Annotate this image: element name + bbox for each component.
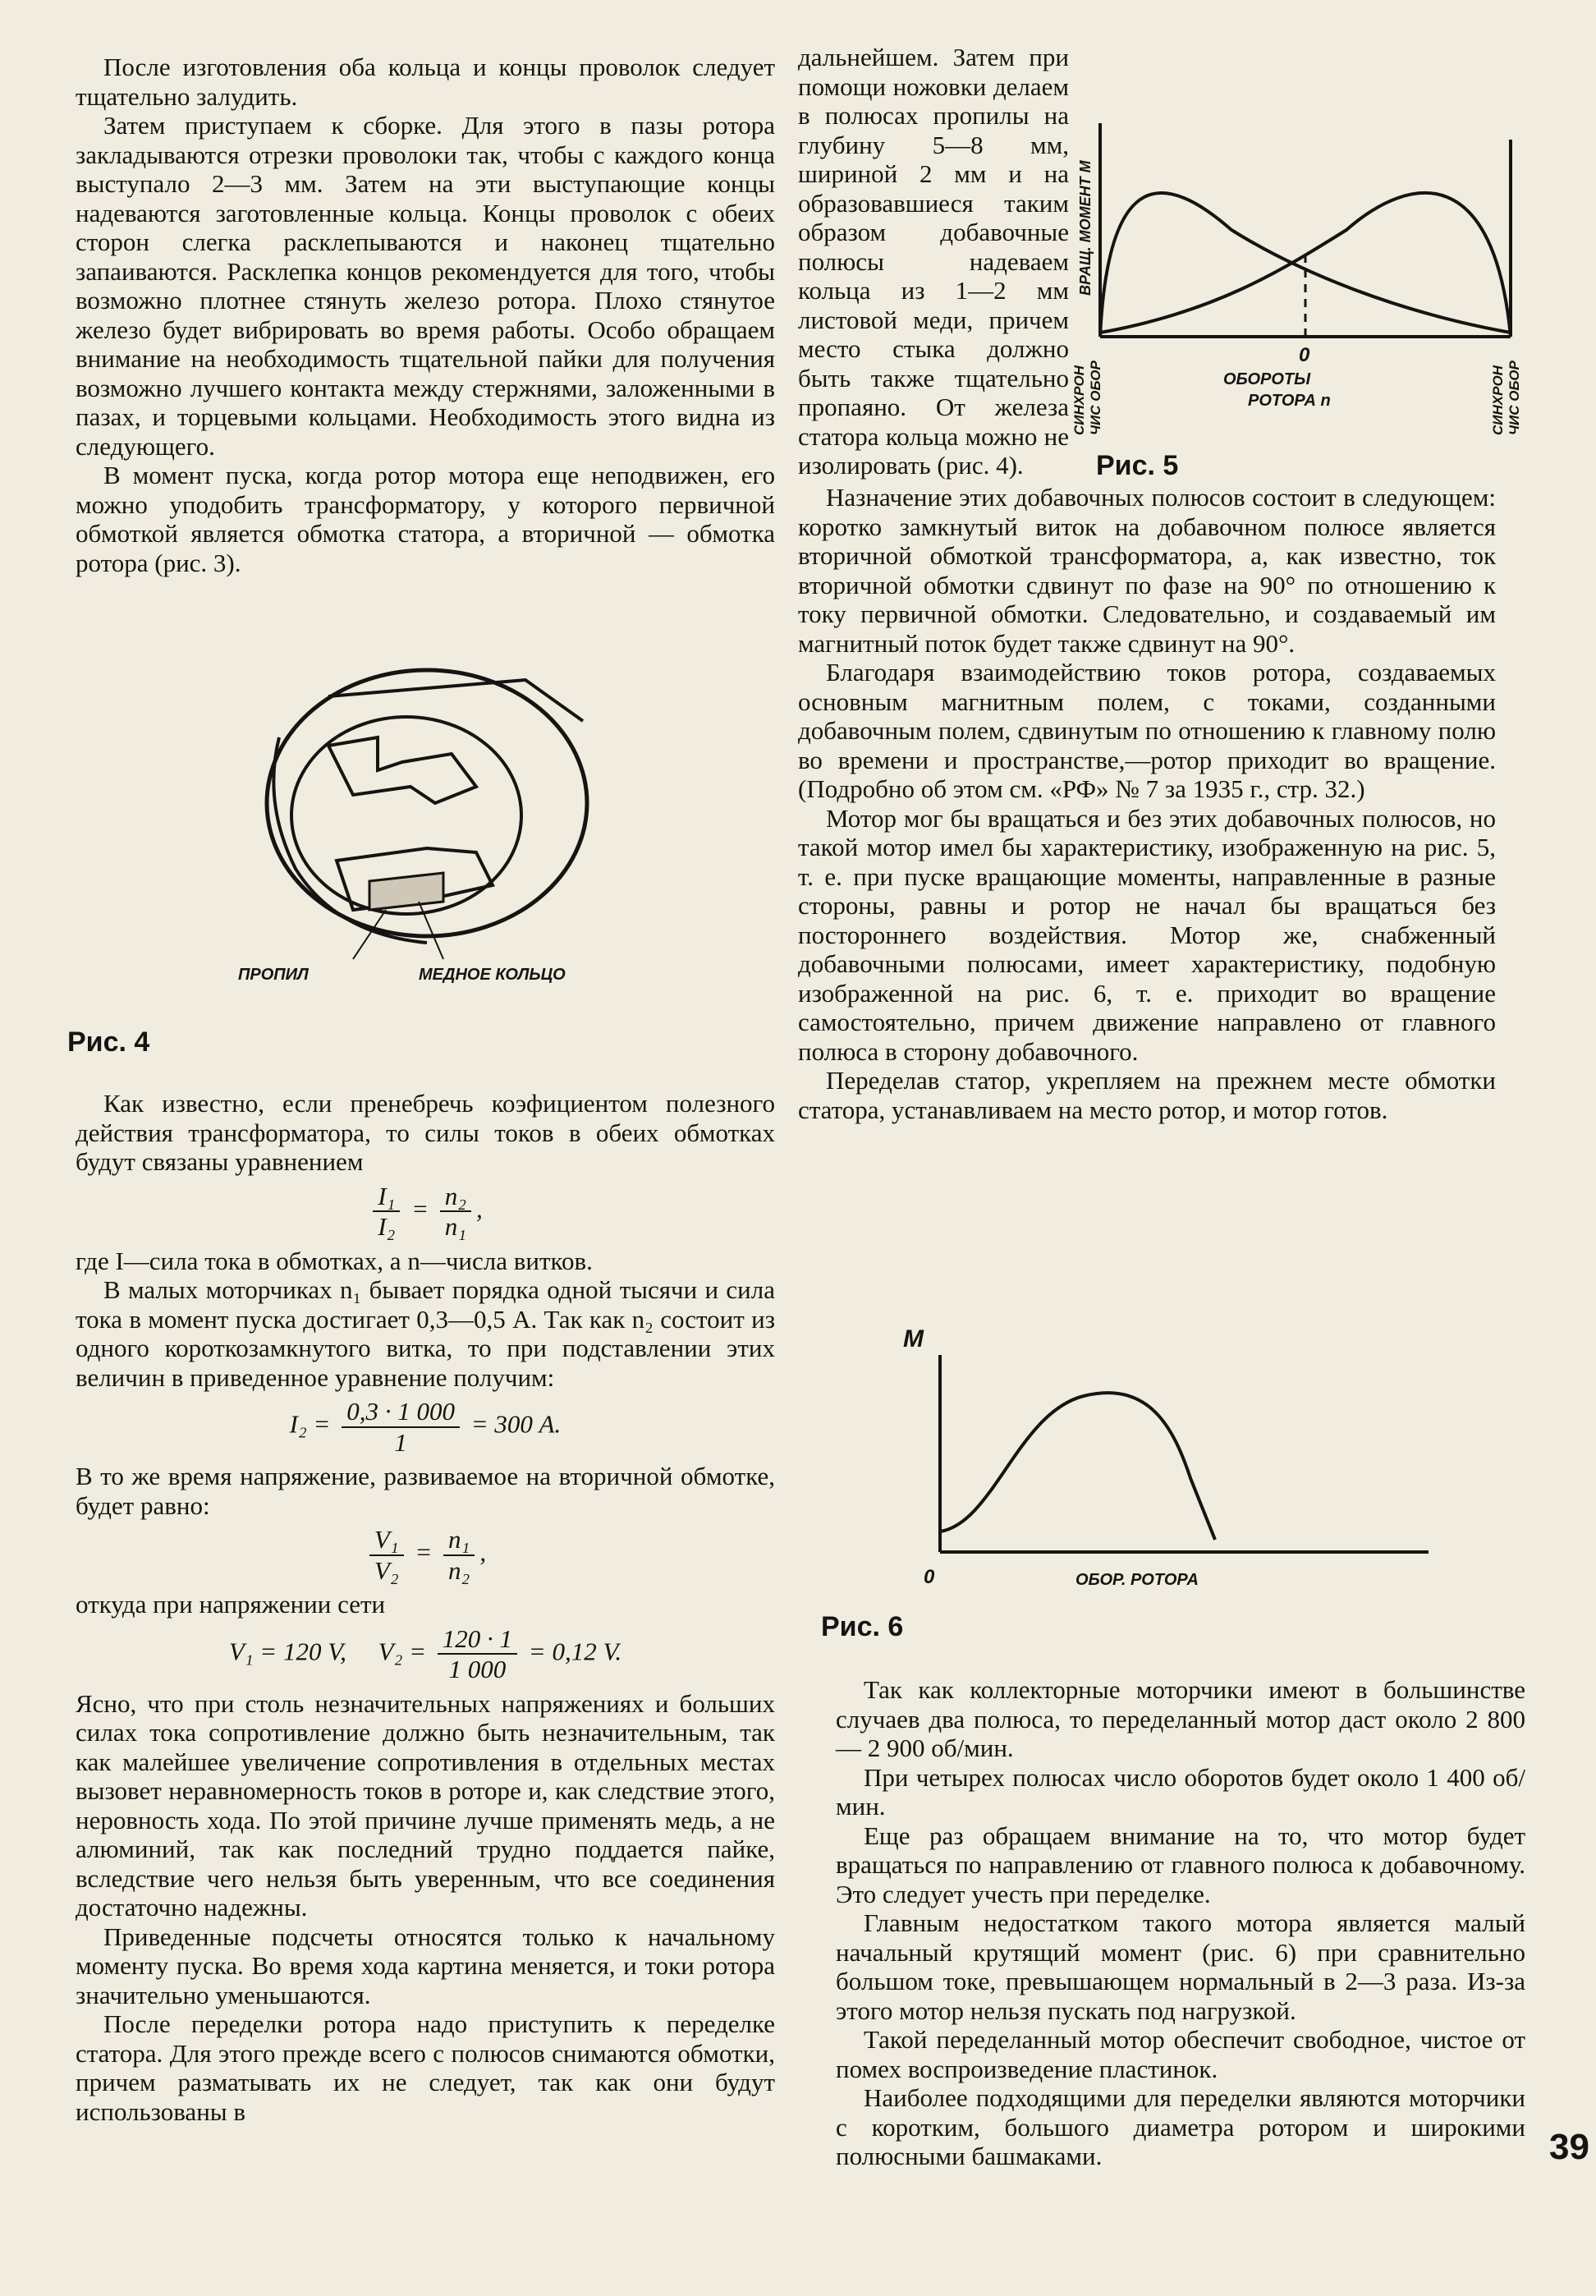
formula-term: 1 [394, 1427, 407, 1457]
formula-voltage-value [76, 1624, 775, 1684]
formula-term: V₁ [369, 1525, 404, 1556]
fig4-label-copper-ring: МЕДНОЕ КОЛЬЦО [419, 966, 566, 984]
formula-term: V₂ = [378, 1637, 427, 1666]
right-column-middle [798, 483, 1496, 1124]
paragraph-text: дальнейшем. Затем при помощи ножовки делаем в полюсах пропилы на глубину 5—8 мм, шириной 2 мм и на образовавшиеся таким образом добавочные полюсы надеваем кольца из 1—2 мм листовой меди, причем место стыка должно быть также тщательно пропаяно. От железа статора кольца можно не изолировать (рис. 4). [798, 43, 1069, 480]
formula-term: n₁ [444, 1212, 467, 1241]
formula-term: = 0,12 V. [528, 1637, 622, 1666]
paragraph: Такой переделанный мотор обеспечит свободное, чистое от помех воспроизведение пластинок. [836, 2025, 1525, 2083]
formula-term: V₂ [374, 1555, 399, 1585]
paragraph: В момент пуска, когда ротор мотора еще неподвижен, его можно уподобить трансформатору, у которого первичной обмоткой является обмотка статора, а вторичной — обмотка ротора (рис. 3). [76, 461, 775, 577]
paragraph: В то же время напряжение, развиваемое на вторичной обмотке, будет равно: [76, 1462, 775, 1520]
fig5-ylabel: ВРАЩ. МОМЕНТ М [1077, 160, 1094, 296]
paragraph: Наиболее подходящими для переделки являются моторчики с коротким, большого диаметра ротором и широкими полюсными башмаками. [836, 2083, 1525, 2170]
figure-5-torque-chart [1067, 115, 1543, 443]
paragraph: После изготовления оба кольца и концы проволок следует тщательно залудить. [76, 53, 775, 111]
figure-4-stator-drawing [230, 664, 624, 992]
formula-term: n₂ [448, 1555, 470, 1585]
paragraph: При четырех полюсах число оборотов будет около 1 400 об/мин. [836, 1762, 1525, 1821]
fig5-left-label-2: ЧИС ОБОР [1088, 360, 1103, 435]
formula-term: = 300 А. [470, 1409, 562, 1439]
formula-term: I₂ [378, 1212, 396, 1241]
fig5-zero: 0 [1299, 344, 1310, 366]
formula-term: I₂ = [289, 1409, 331, 1439]
paragraph: Ясно, что при столь незначительных напряжениях и больших силах тока сопротивление должно быть незначительным, так как малейшее увеличение сопротивления в отдельных местах вызовет неравномерность токов в роторе и, как следствие этого, неровность хода. По этой причине лучше применять медь, а не алюминий, так как последний трудно поддается пайке, вследствие чего нельзя быть уверенным, что все соединения достаточно надежны. [76, 1688, 775, 1922]
paragraph: Назначение этих добавочных полюсов состоит в следующем: коротко замкнутый виток на добавочном полюсе является вторичной обмоткой трансформатора, а, как известно, ток вторичной обмотки сдвинут по фазе на 90° по отношению к току первичной обмотки. Следовательно, и создаваемый им магнитный поток будет также сдвинут на 90°. [798, 483, 1496, 658]
paragraph: После переделки ротора надо приступить к переделке статора. Для этого прежде всего с полюсов снимаются обмотки, причем разматывать их не следует, так как они будут использованы в [76, 2009, 775, 2126]
paragraph: Приведенные подсчеты относятся только к начальному моменту пуска. Во время хода картина меняется, и токи ротора значительно уменьшаются. [76, 1922, 775, 2009]
figure-6-caption: Рис. 6 [821, 1611, 904, 1642]
fig4-label-saw-cut: ПРОПИЛ [238, 966, 309, 984]
paragraph: Главным недостатком такого мотора является малый начальный крутящий момент (рис. 6) при сравнительно большом токе, превышающем нормальный в 2—3 раза. Из-за этого мотор нельзя пускать под нагрузкой. [836, 1908, 1525, 2025]
page-number: 39 [1549, 2127, 1589, 2167]
paragraph: откуда при напряжении сети [76, 1590, 386, 1619]
formula-term: 120 · 1 [438, 1624, 517, 1655]
formula-term: n₁ [443, 1525, 475, 1556]
fig5-right-label-1: СИНХРОН [1490, 365, 1506, 435]
left-column [76, 53, 775, 577]
figure-6-torque-chart [903, 1314, 1445, 1593]
figure-4-caption: Рис. 4 [67, 1026, 150, 1058]
formula-term: 1 000 [448, 1655, 507, 1683]
formula-voltage-ratio: $\frac{\text{V₁}}{\text{V₂}}$ = $\frac{\text{n₁}}{\text{n₂}}$ , [76, 1525, 775, 1585]
formula-current-ratio: $\frac{\text{I₁}}{\text{I₂}}$ = $\frac{\text{n₂}}{\text{n₁}}$ , [76, 1182, 775, 1242]
right-column-bottom [836, 1675, 1525, 2171]
fig5-right-label-2: ЧИС ОБОР [1507, 360, 1522, 435]
formula-term: n₂ [440, 1182, 471, 1213]
paragraph: Благодаря взаимодействию токов ротора, создаваемых основным магнитным полем, с токами, созданными добавочным полем, сдвинутым по отношению к главному полю во времени и пространстве,—ротор приходит во вращение. (Подробно об этом см. «РФ» № 7 за 1935 г., стр. 32.) [798, 658, 1496, 803]
formula-term: V₁ = 120 V, [228, 1637, 346, 1666]
fig6-torque-curve [940, 1393, 1215, 1540]
formula-current-value [76, 1397, 775, 1457]
paragraph: Мотор мог бы вращаться и без этих добавочных полюсов, но такой мотор имел бы характеристику, изображенную на рис. 5, т. е. при пуске вращающие моменты, направленные в разные стороны, равны и ротор не начал бы вращаться без постороннего воздействия. Мотор же, снабженный добавочными полюсами, имеет характеристику, подобную изображенной на рис. 6, т. е. приходит во вращение самостоятельно, причем движение направлено от главного полюса в сторону добавочного. [798, 803, 1496, 1066]
fig5-left-label-1: СИНХРОН [1071, 365, 1087, 435]
left-column-lower [76, 1089, 775, 2126]
fig6-zero: 0 [924, 1566, 935, 1588]
paragraph: Затем приступаем к сборке. Для этого в пазы ротора закладываются отрезки проволоки так, чтобы с каждого конца выступало 2—3 мм. Затем на эти выступающие концы надеваются заготовленные кольца. Концы проволок с обеих сторон слегка расклепываются и наконец тщательно запаиваются. Расклепка концов рекомендуется для того, чтобы возможно плотнее стянуть железо ротора. Плохо стянутое железо будет вибрировать во время работы. Особо обращаем внимание на необходимость тщательной пайки для получения возможно лучшего контакта между стержнями, заложенными в пазах, и торцевыми кольцами. Необходимость этого видна из следующего. [76, 111, 775, 461]
formula-term: 0,3 · 1 000 [342, 1397, 460, 1428]
figure-5-caption: Рис. 5 [1096, 450, 1179, 481]
fig5-xlabel-2: РОТОРА n [1248, 392, 1331, 410]
fig6-ylabel: M [903, 1325, 924, 1352]
paragraph: где I—сила тока в обмотках, а n—числа витков. [76, 1246, 593, 1275]
paragraph: Еще раз обращаем внимание на то, что мотор будет вращаться по направлению от главного полюса к добавочному. Это следует учесть при переделке. [836, 1821, 1525, 1908]
fig6-xlabel: ОБОР. РОТОРА [1075, 1571, 1199, 1589]
fig5-xlabel-1: ОБОРОТЫ [1223, 370, 1311, 388]
paragraph: Как известно, если пренебречь коэфициентом полезного действия трансформатора, то силы токов в обеих обмотках будут связаны уравнением [76, 1089, 775, 1176]
formula-term: I₁ [373, 1182, 400, 1213]
paragraph: Переделав статор, укрепляем на прежнем месте обмотки статора, устанавливаем на место ротор, и мотор готов. [798, 1066, 1496, 1124]
paragraph: Так как коллекторные моторчики имеют в большинстве случаев два полюса, то переделанный мотор даст около 2 800 — 2 900 об/мин. [836, 1675, 1525, 1762]
paragraph: В малых моторчиках n₁ бывает порядка одной тысячи и сила тока в момент пуска достигает 0,3—0,5 А. Так как n₂ состоит из одного короткозамкнутого витка, то при подставлении этих величин в приведенное уравнение получим: [76, 1275, 775, 1392]
